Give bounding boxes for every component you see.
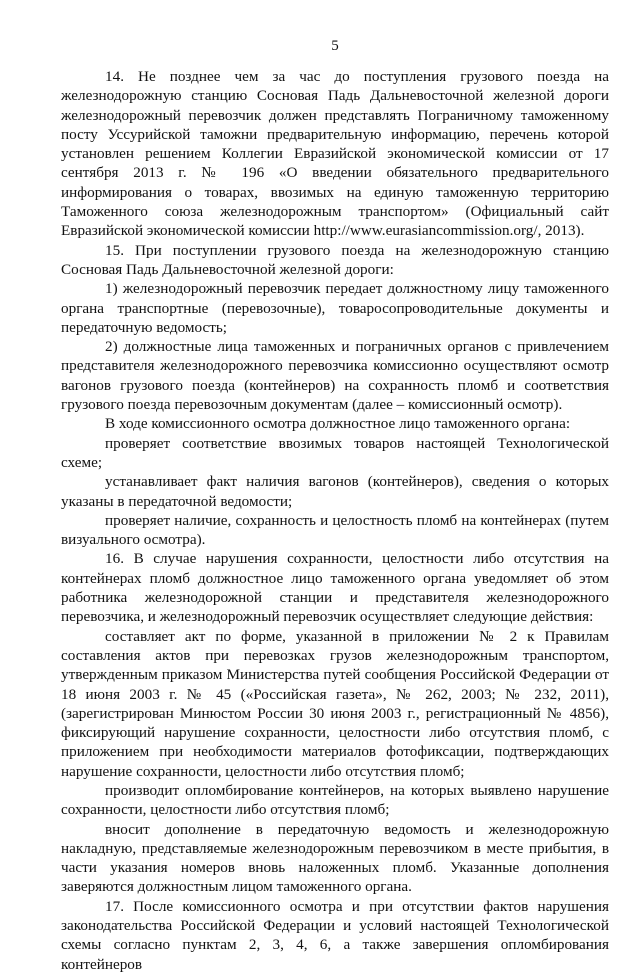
paragraph-15-item-1: 1) железнодорожный перевозчик передает должностному лицу таможенного органа транспортные (перевозочные), товаросопроводительные документы и передаточную ведомость; (61, 280, 609, 336)
paragraph-15: 15. При поступлении грузового поезда на железнодорожную станцию Сосновая Падь Дальневосточной железной дороги: (61, 241, 609, 278)
paragraph-inspection-wagons: устанавливает факт наличия вагонов (контейнеров), сведения о которых указаны в передаточной ведомости; (61, 473, 609, 510)
paragraph-inspection-check-goods: проверяет соответствие ввозимых товаров настоящей Технологической схеме; (61, 434, 609, 471)
paragraph-15-item-2: 2) должностные лица таможенных и пограничных органов с привлечением представителя железнодорожного перевозчика комиссионно осуществляют осмотр вагонов грузового поезда (контейнеров) на сохранность пломб и соответствия грузового поезда перевозочным документам (далее – комиссионный осмотр). (61, 338, 609, 414)
paragraph-16: 16. В случае нарушения сохранности, целостности либо отсутствия на контейнерах пломб должностное лицо таможенного органа уведомляет об этом работника железнодорожной станции и представителя железнодорожного перевозчика, и железнодорожный перевозчик осуществляет следующие действия: (61, 550, 609, 626)
paragraph-inspection-seals: проверяет наличие, сохранность и целостность пломб на контейнерах (путем визуального осмотра). (61, 511, 609, 549)
document-body (61, 67, 609, 974)
paragraph-17: 17. После комиссионного осмотра и при отсутствии фактов нарушения законодательства Российской Федерации и условий настоящей Технологической схемы согласно пунктам 2, 3, 4, 6, а также завершения опломбирования контейнеров (61, 897, 609, 973)
paragraph-16-sealing: производит опломбирование контейнеров, на которых выявлено нарушение сохранности, целостности либо отсутствия пломб; (61, 781, 609, 819)
paragraph-16-amendment: вносит дополнение в передаточную ведомость и железнодорожную накладную, представляемые железнодорожным перевозчиком в месте прибытия, в части указания номеров вновь наложенных пломб. Указанные дополнения заверяются должностным лицом таможенного органа. (61, 820, 609, 896)
paragraph-16-act: составляет акт по форме, указанной в приложении № 2 к Правилам составления актов при перевозках грузов железнодорожным транспортом, утвержденным приказом Министерства путей сообщения Российской Федерации от 18 июня 2003 г. № 45 («Российская газета», № 262, 2003; № 232, 2011), (зарегистрирован Минюстом России 30 июня 2003 г., регистрационный № 4856), фиксирующий нарушение сохранности, целостности либо отсутствия пломб, с приложением при необходимости материалов фотофиксации, подтверждающих нарушение сохранности, целостности либо отсутствия пломб; (61, 627, 609, 780)
paragraph-14: 14. Не позднее чем за час до поступления грузового поезда на железнодорожную станцию Сосновая Падь Дальневосточной железной дороги железнодорожный перевозчик должен представлять Пограничному таможенному посту Уссурийской таможни предварительную информацию, перечень которой установлен решением Коллегии Евразийской экономической комиссии от 17 сентября 2013 г. № 196 «О введении обязательного предварительного информирования о товарах, ввозимых на единую таможенную территорию Таможенного союза железнодорожным транспортом» (Официальный сайт Евразийской экономической комиссии http://www.eurasiancommission.org/, 2013). (61, 68, 609, 240)
paragraph-inspection-intro: В ходе комиссионного осмотра должностное лицо таможенного органа: (105, 415, 571, 433)
page-number: 5 (331, 38, 339, 54)
